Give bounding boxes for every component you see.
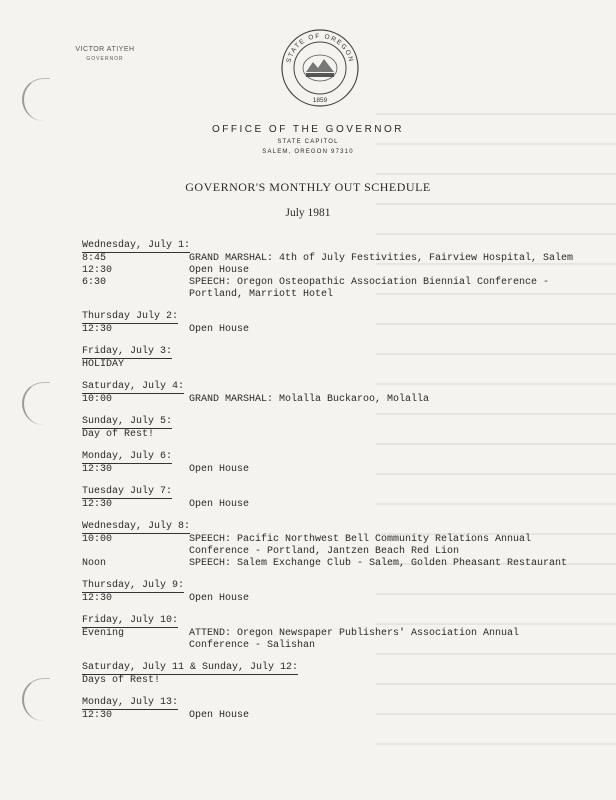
day-date: Saturday, July 4: [82, 381, 185, 392]
punch-hole-top [22, 78, 50, 121]
schedule-event [82, 359, 592, 371]
seal-text: STATE OF OREGON [285, 32, 355, 64]
day-date: Thursday, July 9: [82, 580, 185, 591]
event-description: Portland, Marriott Hotel [189, 289, 334, 300]
schedule-event [82, 628, 592, 640]
schedule-event [82, 710, 592, 722]
event-description: Open House [189, 265, 250, 276]
document-month: July 1981 [285, 207, 331, 219]
day-date: Wednesday, July 8: [82, 521, 191, 532]
schedule-list [82, 240, 592, 732]
punch-hole-bottom [22, 678, 50, 721]
event-description: SPEECH: Oregon Osteopathic Association Biennial Conference - [189, 277, 550, 288]
event-time: Noon [82, 558, 107, 569]
event-time: 12:30 [82, 499, 113, 510]
event-time: 8:45 [82, 253, 107, 264]
event-time: 6:30 [82, 277, 107, 288]
schedule-day [82, 240, 592, 301]
event-time: 12:30 [82, 710, 113, 721]
day-date: Tuesday July 7: [82, 486, 173, 497]
event-description: Open House [189, 464, 250, 475]
governor-name: VICTOR ATIYEH [75, 46, 135, 53]
event-time: Days of Rest! [82, 675, 161, 686]
governor-block [60, 46, 150, 62]
event-time [82, 640, 189, 652]
schedule-event [82, 265, 592, 277]
event-description: Conference - Portland, Jantzen Beach Red Lion [189, 546, 460, 557]
event-description [189, 675, 592, 687]
schedule-event [82, 253, 592, 265]
schedule-day [82, 521, 592, 570]
event-time: 12:30 [82, 265, 113, 276]
schedule-day [82, 346, 592, 371]
document-title: GOVERNOR'S MONTHLY OUT SCHEDULE [185, 180, 431, 194]
day-date: Monday, July 6: [82, 451, 173, 462]
day-date: Thursday July 2: [82, 311, 179, 322]
schedule-event [82, 464, 592, 476]
day-date: Saturday, July 11 & Sunday, July 12: [82, 662, 299, 673]
event-time: 12:30 [82, 593, 113, 604]
schedule-event [82, 499, 592, 511]
schedule-day [82, 311, 592, 336]
state-seal-icon [280, 28, 360, 108]
punch-hole-middle [22, 382, 50, 425]
event-time: 12:30 [82, 464, 113, 475]
event-description: Conference - Salishan [189, 640, 316, 651]
office-building: STATE CAPITOL [277, 139, 339, 145]
schedule-event [82, 640, 592, 652]
governor-title: GOVERNOR [86, 56, 124, 62]
day-date: Sunday, July 5: [82, 416, 173, 427]
schedule-event [82, 534, 592, 546]
day-date: Friday, July 10: [82, 615, 179, 626]
event-description: Open House [189, 593, 250, 604]
event-time: Evening [82, 628, 125, 639]
event-time: 10:00 [82, 394, 113, 405]
schedule-day [82, 381, 592, 406]
schedule-event [82, 277, 592, 289]
schedule-event [82, 675, 592, 687]
event-time: 12:30 [82, 324, 113, 335]
event-description: SPEECH: Pacific Northwest Bell Community Relations Annual [189, 534, 532, 545]
day-date: Wednesday, July 1: [82, 240, 191, 251]
day-date: Friday, July 3: [82, 346, 173, 357]
event-description: Open House [189, 324, 250, 335]
schedule-day [82, 697, 592, 722]
schedule-event [82, 558, 592, 570]
schedule-day [82, 451, 592, 476]
schedule-event [82, 429, 592, 441]
event-time: Day of Rest! [82, 429, 155, 440]
office-title: OFFICE OF THE GOVERNOR [211, 124, 405, 135]
schedule-event [82, 593, 592, 605]
event-description: ATTEND: Oregon Newspaper Publishers' Association Annual [189, 628, 520, 639]
event-time [82, 546, 189, 558]
day-date: Monday, July 13: [82, 697, 179, 708]
schedule-event [82, 546, 592, 558]
schedule-day [82, 615, 592, 652]
schedule-day [82, 580, 592, 605]
event-description: Open House [189, 499, 250, 510]
event-description [189, 359, 592, 371]
office-address: SALEM, OREGON 97310 [262, 149, 354, 155]
schedule-event [82, 394, 592, 406]
schedule-day [82, 662, 592, 687]
event-description: SPEECH: Salem Exchange Club - Salem, Golden Pheasant Restaurant [189, 558, 568, 569]
event-time: HOLIDAY [82, 359, 125, 370]
event-time [82, 289, 189, 301]
schedule-event [82, 289, 592, 301]
schedule-day [82, 486, 592, 511]
event-description: GRAND MARSHAL: Molalla Buckaroo, Molalla [189, 394, 430, 405]
event-description: Open House [189, 710, 250, 721]
event-time: 10:00 [82, 534, 113, 545]
event-description: GRAND MARSHAL: 4th of July Festivities, Fairview Hospital, Salem [189, 253, 574, 264]
schedule-day [82, 416, 592, 441]
event-description [189, 429, 592, 441]
schedule-event [82, 324, 592, 336]
seal-year: 1859 [312, 97, 328, 104]
